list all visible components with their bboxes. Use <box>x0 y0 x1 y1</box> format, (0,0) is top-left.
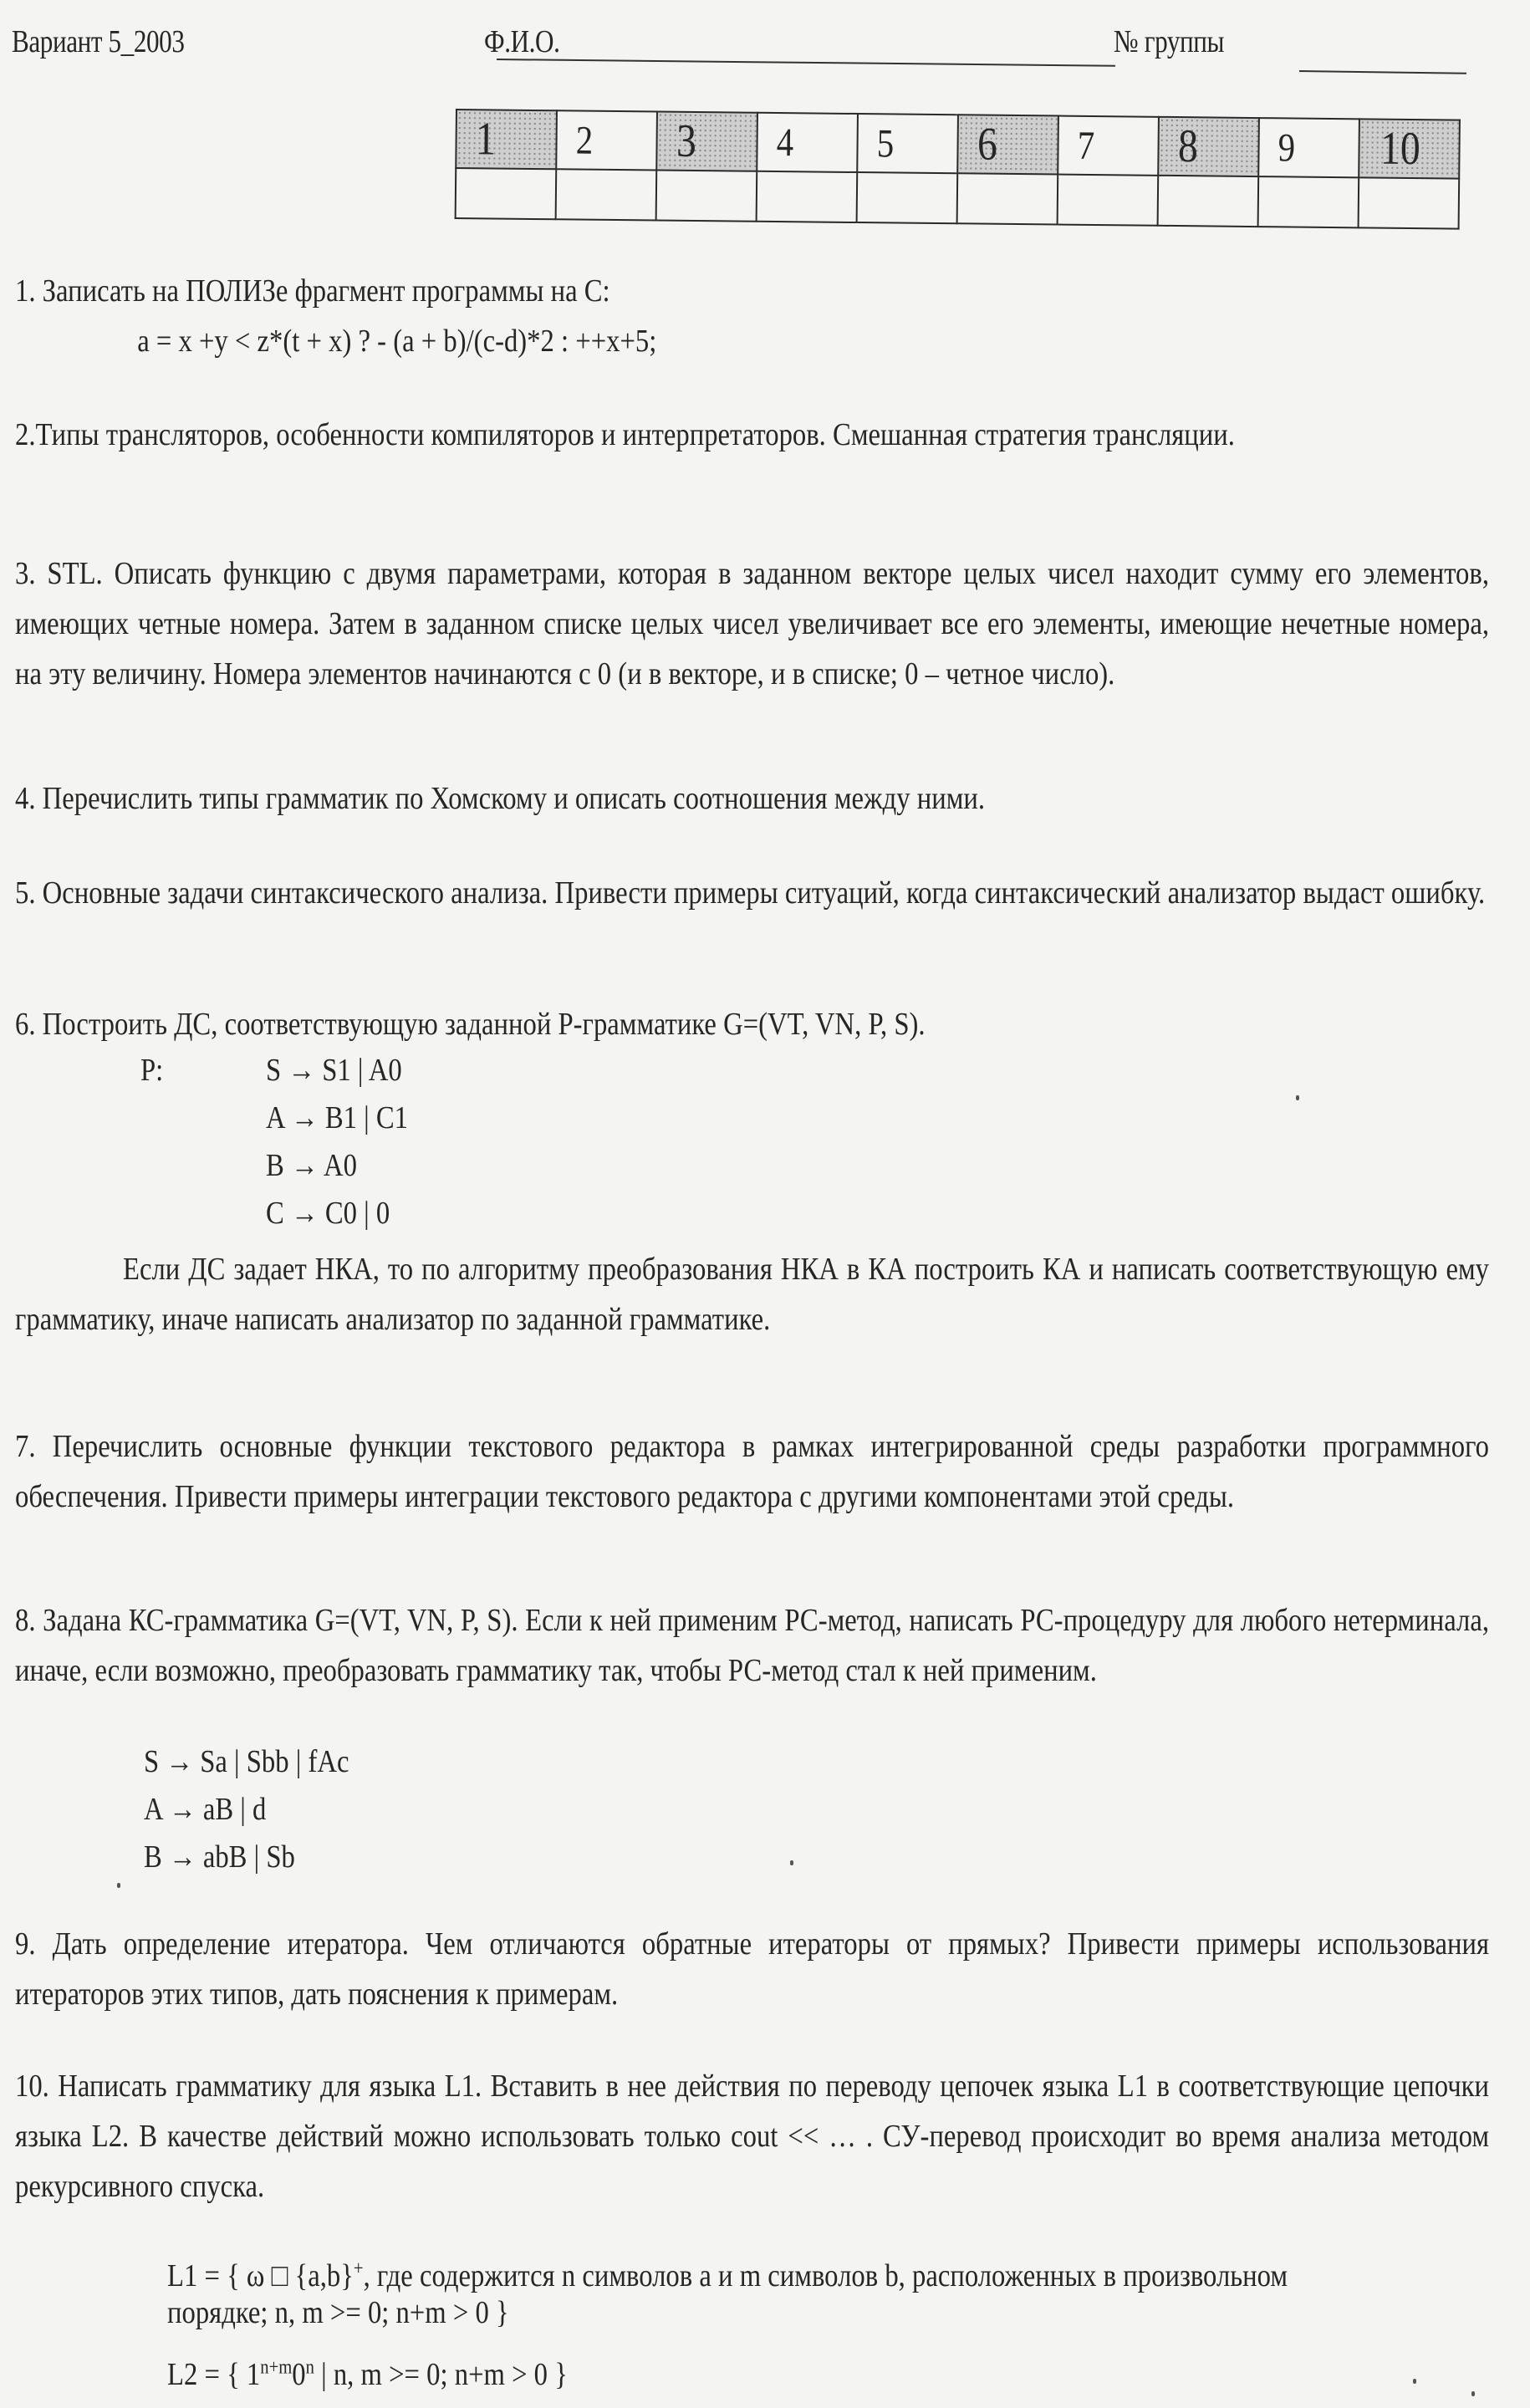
question-number-cell <box>1258 118 1359 177</box>
question-8 <box>15 1595 1491 1696</box>
question-text: STL. Описать функцию с двумя параметрами, которая в заданном векторе целых чисел находит сумму его элементов, имеющих четные номера. Затем в заданном списке целых чисел увеличивает все его элементы, имеющие нечетные номера, на эту величину. Номера элементов начинаются с 0 (и в векторе, и в списке; 0 – четное число). <box>15 556 1489 691</box>
question-9 <box>15 1919 1491 2019</box>
answer-cell[interactable] <box>656 171 757 222</box>
question-1 <box>15 266 1491 366</box>
l1-sup: + <box>353 2258 364 2280</box>
answer-cell[interactable] <box>556 169 657 220</box>
question-number-label: 10 <box>1380 122 1421 176</box>
answer-cell[interactable] <box>456 168 557 219</box>
question-number-label: 5 <box>876 120 895 166</box>
answer-cell[interactable] <box>1359 177 1460 228</box>
question-number: 5. <box>15 875 36 911</box>
l1-prefix: L1 = { ω □ {a,b} <box>167 2258 354 2293</box>
question-number: 6. <box>15 1007 36 1042</box>
question-number-cell <box>456 110 557 169</box>
l1-rest: , где содержится n символов a и m символов b, расположенных в произвольном порядке; n, m >= 0; n+m > 0 } <box>167 2258 1288 2330</box>
question-number-label: 8 <box>1177 120 1199 173</box>
question-number-label: 2 <box>575 118 594 163</box>
productions-label: P: <box>140 1053 164 1088</box>
question-number-cell <box>1359 119 1460 178</box>
answer-cell[interactable] <box>857 172 958 223</box>
question-number: 10. <box>15 2069 49 2104</box>
question-number: 4. <box>15 781 36 816</box>
question-number-cell <box>556 110 657 170</box>
answer-cell[interactable] <box>757 171 858 222</box>
question-text: Основные задачи синтаксического анализа. Привести примеры ситуаций, когда синтаксический анализатор выдаст ошибку. <box>42 875 1486 911</box>
production-rule: A → B1 | C1 <box>266 1100 408 1135</box>
question-number-label: 1 <box>475 113 497 166</box>
question-4 <box>15 773 1491 824</box>
question-6 <box>15 999 1491 1049</box>
question-7 <box>15 1421 1491 1522</box>
question-text: Построить ДС, соответствующую заданной Р-грамматике G=(VT, VN, P, S). <box>42 1007 926 1042</box>
sheet-header <box>12 17 1517 75</box>
l2-sup-2: n <box>305 2356 314 2379</box>
production-rule: C → C0 | 0 <box>266 1196 390 1231</box>
production-rule: S → Sa | Sbb | fAc <box>144 1744 349 1779</box>
question-text: Записать на ПОЛИЗе фрагмент программы на С: <box>42 273 610 309</box>
production-rule: B → abB | Sb <box>144 1839 295 1875</box>
scan-speck <box>790 1860 793 1865</box>
answer-grid-header-row <box>456 110 1460 179</box>
question-number: 2. <box>15 417 36 452</box>
question-number-cell <box>957 115 1058 174</box>
scan-speck <box>1413 2379 1416 2384</box>
question-number: 9. <box>15 1926 36 1962</box>
answer-cell[interactable] <box>957 173 1058 224</box>
question-text: Задана КС-грамматика G=(VT, VN, P, S). Если к ней применим РС-метод, написать РС-процедуру для любого нетерминала, иначе, если возможно, преобразовать грамматику так, чтобы РС-метод стал к ней применим. <box>15 1603 1490 1688</box>
question-text: Перечислить основные функции текстового редактора в рамках интегрированной среды разработки программного обеспечения. Привести примеры интеграции текстового редактора с другими компонентами этой среды. <box>15 1429 1490 1514</box>
l2-rest: | n, m >= 0; n+m > 0 } <box>314 2357 568 2392</box>
question-text: Дать определение итератора. Чем отличаются обратные итераторы от прямых? Привести примеры использования итераторов этих типов, дать пояснения к примерам. <box>15 1926 1490 2012</box>
question-number: 8. <box>15 1603 36 1638</box>
production-rule: B → A0 <box>266 1148 357 1183</box>
l2-prefix: L2 = { 1 <box>167 2357 261 2392</box>
question-number-label: 3 <box>676 115 697 168</box>
answer-cell[interactable] <box>1058 175 1159 226</box>
question-6-followup <box>15 1244 1491 1344</box>
variant-label: Вариант 5_2003 <box>12 24 185 59</box>
question-10 <box>15 2061 1491 2212</box>
question-number-label: 9 <box>1278 125 1296 171</box>
question-text: Типы трансляторов, особенности компиляторов и интерпретаторов. Смешанная стратегия трансляции. <box>35 417 1235 452</box>
scan-speck <box>117 1883 120 1888</box>
l2-mid: 0 <box>292 2357 306 2392</box>
answer-grid <box>455 109 1461 230</box>
question-number-cell <box>656 112 757 171</box>
l2-sup-1: n+m <box>260 2356 293 2379</box>
scan-speck <box>1471 2391 1475 2396</box>
question-followup-text: Если ДС задает НКА, то по алгоритму преобразования НКА в КА построить КА и написать соответствующую ему грамматику, иначе написать анализатор по заданной грамматике. <box>15 1252 1489 1337</box>
question-number-label: 7 <box>1077 123 1095 168</box>
language-l2 <box>167 2356 568 2393</box>
question-number: 1. <box>15 273 36 309</box>
question-text: Перечислить типы грамматик по Хомскому и описать соотношения между ними. <box>42 781 986 816</box>
production-rule: S → S1 | A0 <box>266 1053 402 1088</box>
question-number: 7. <box>15 1429 36 1464</box>
group-label: № группы <box>1114 24 1225 59</box>
question-text: Написать грамматику для языка L1. Вставить в нее действия по переводу цепочек языка L1 в соответствующие цепочки языка L2. В качестве действий можно использовать только cout << … . СУ-перевод происходит во время анализа методом рекурсивного спуска. <box>15 2069 1490 2204</box>
question-number-label: 6 <box>977 118 998 171</box>
question-number-label: 4 <box>776 120 794 165</box>
group-field[interactable] <box>1299 70 1466 74</box>
code-fragment: a = x +y < z*(t + x) ? - (a + b)/(c-d)*2 : ++x+5; <box>137 324 657 359</box>
question-number-cell <box>1158 117 1259 176</box>
question-number-cell <box>857 114 958 173</box>
question-3 <box>15 548 1491 699</box>
answer-cell[interactable] <box>1158 176 1259 227</box>
question-number-cell <box>757 113 858 172</box>
answer-grid-answer-row <box>456 168 1460 229</box>
question-number-cell <box>1058 116 1159 176</box>
question-5 <box>15 868 1491 918</box>
answer-cell[interactable] <box>1258 176 1359 227</box>
fio-field[interactable] <box>497 59 1115 67</box>
scan-speck <box>1296 1095 1299 1100</box>
question-2 <box>15 410 1491 460</box>
production-rule: A → aB | d <box>144 1792 267 1827</box>
fio-label: Ф.И.О. <box>484 24 560 59</box>
language-l1 <box>167 2258 1375 2331</box>
question-number: 3. <box>15 556 36 591</box>
